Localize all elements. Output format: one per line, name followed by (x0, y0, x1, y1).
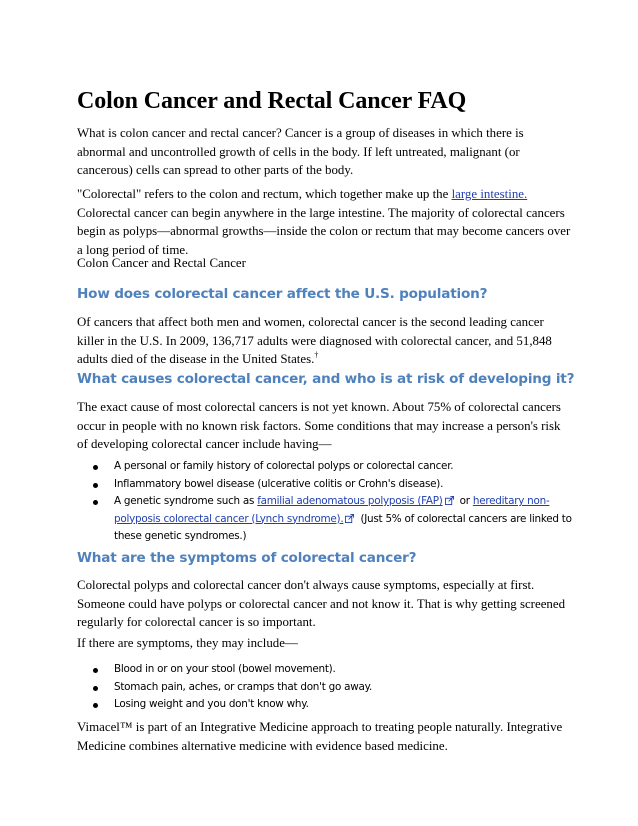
list-item-text: Losing weight and you don't know why. (114, 698, 309, 710)
external-link-icon[interactable] (345, 514, 354, 523)
bullet-dot-icon (93, 668, 98, 673)
external-link-icon[interactable] (445, 496, 454, 505)
subtitle-text: Colon Cancer and Rectal Cancer (77, 256, 246, 270)
symptoms-list (77, 661, 577, 714)
bullet-dot-icon (93, 703, 98, 708)
section-heading-causes: What causes colorectal cancer, and who is at risk of developing it? (77, 371, 575, 387)
closing-paragraph: Vimacel™ is part of an Integrative Medicine approach to treating people naturally. Integrative Medicine combines alternative medicine with evidence based medicine. (77, 720, 563, 753)
symptoms-paragraph: Colorectal polyps and colorectal cancer don't always cause symptoms, especially at first. Someone could have polyps or colorectal cancer and not know it. That is why getting screened regularly for colorectal cancer is so important. (77, 578, 566, 629)
lynch-syndrome-link[interactable]: hereditary non-polyposis colorectal cancer (Lynch syndrome). (114, 495, 550, 525)
list-item-text: Blood in or on your stool (bowel movement). (114, 663, 336, 675)
list-item (77, 493, 577, 546)
risk-factor-list (77, 458, 577, 546)
colorectal-text-after: Colorectal cancer can begin anywhere in the large intestine. The majority of colorectal cancers begin as polyps—abnormal growths—inside the colon or rectum that may become cancers over a long period of time. (77, 205, 571, 257)
bullet3-prefix: A genetic syndrome such as (114, 495, 258, 507)
list-item-text: A personal or family history of colorectal polyps or colorectal cancer. (114, 460, 454, 472)
bullet3-suffix: (Just 5% of colorectal cancers are linked to these genetic syndromes.) (114, 512, 572, 542)
list-item (77, 679, 577, 697)
bullet3-mid: or (456, 495, 473, 507)
list-item-text: Inflammatory bowel disease (ulcerative colitis or Crohn's disease). (114, 477, 444, 490)
bullet-dot-icon (93, 500, 98, 505)
causes-paragraph: The exact cause of most colorectal cancers is not yet known. About 75% of colorectal cancers occur in people with no known risk factors. Some conditions that may increase a person's risk of developing colorectal cancer include having— (77, 400, 561, 451)
bullet-dot-icon (93, 483, 98, 488)
bullet-dot-icon (93, 465, 98, 470)
section-heading-symptoms: What are the symptoms of colorectal cancer? (77, 550, 417, 566)
list-item (77, 458, 577, 476)
page-title: Colon Cancer and Rectal Cancer FAQ (77, 88, 467, 114)
list-item (77, 476, 577, 494)
list-item-text: Stomach pain, aches, or cramps that don't go away. (114, 680, 373, 693)
section-heading-population: How does colorectal cancer affect the U.S. population? (77, 286, 488, 302)
bullet-dot-icon (93, 686, 98, 691)
symptoms-lead: If there are symptoms, they may include— (77, 636, 298, 650)
list-item (77, 696, 577, 714)
intro-paragraph: What is colon cancer and rectal cancer? Cancer is a group of diseases in which there is abnormal and uncontrolled growth of cells in the body. If left untreated, malignant (or cancerous) cells can spread to other parts of the body. (77, 126, 524, 177)
large-intestine-link[interactable]: large intestine. (451, 187, 528, 201)
colorectal-text-before: "Colorectal" refers to the colon and rectum, which together make up the (77, 187, 452, 201)
fap-link[interactable]: familial adenomatous polyposis (FAP) (257, 495, 443, 507)
population-paragraph (77, 313, 573, 369)
colorectal-paragraph (77, 185, 573, 259)
population-text: Of cancers that affect both men and women, colorectal cancer is the second leading cancer killer in the U.S. In 2009, 136,717 adults were diagnosed with colorectal cancer, and 51,848 adults died of the disease in the United States. (77, 315, 552, 366)
footnote-marker: † (314, 350, 319, 360)
list-item (77, 661, 577, 679)
